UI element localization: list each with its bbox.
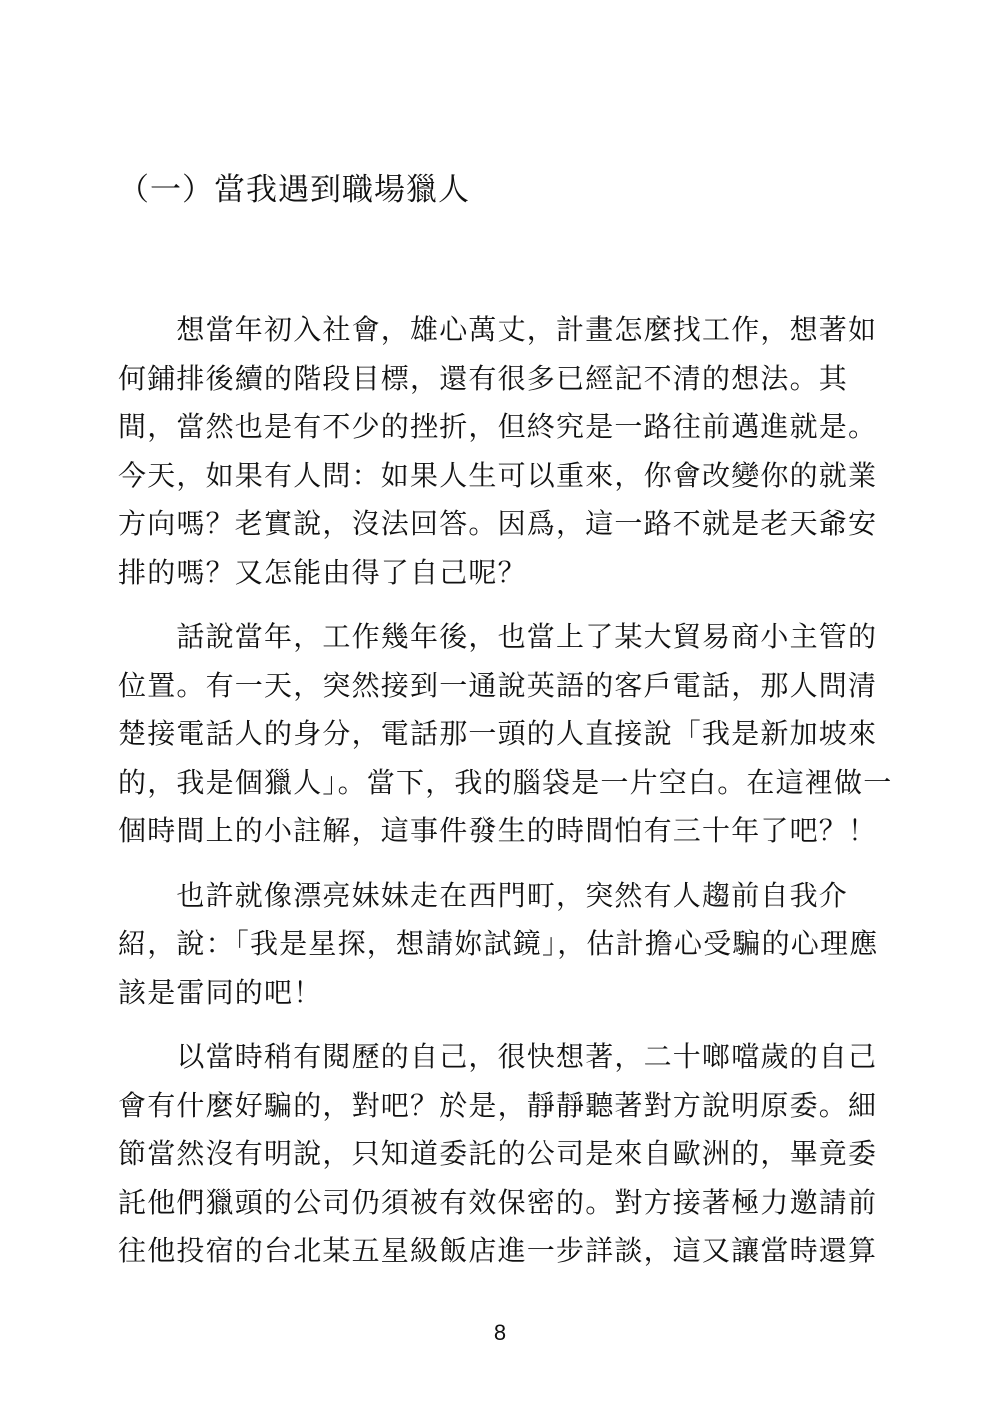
- text-line: 該是雷同的吧！: [118, 975, 323, 1009]
- paragraph: [118, 613, 893, 856]
- text-line: 楚接電話人的身分，電話那一頭的人直接說「我是新加坡來: [118, 717, 878, 750]
- text-line: 會有什麼好騙的，對吧？於是，靜靜聽著對方說明原委。細: [118, 1088, 878, 1122]
- text-line: 位置。有一天，突然接到一通說英語的客戶電話，那人問清: [118, 668, 878, 702]
- paragraph: [118, 1033, 888, 1276]
- page-number: 8: [493, 1320, 507, 1345]
- text-line: 紹，說：「我是星探，想請妳試鏡」，估計擔心受騙的心理應: [118, 927, 879, 960]
- text-line: 個時間上的小註解，這事件發生的時間怕有三十年了吧？！: [118, 814, 878, 847]
- text-line: 間，當然也是有不少的挫折，但終究是一路往前邁進就是。: [118, 410, 878, 443]
- text-line: 以當時稍有閱歷的自己，很快想著，二十啷噹歲的自己: [118, 1040, 878, 1073]
- paragraph: [118, 872, 888, 1018]
- text-line: 想當年初入社會，雄心萬丈，計畫怎麼找工作，想著如: [118, 313, 878, 346]
- text-line: 的，我是個獵人」。當下，我的腦袋是一片空白。在這裡做一: [118, 765, 893, 799]
- section-heading: （一）當我遇到職場獵人: [118, 172, 470, 208]
- body-text: [118, 306, 893, 1276]
- paragraph: [118, 306, 888, 597]
- text-line: 也許就像漂亮妹妹走在西門町，突然有人趨前自我介: [118, 878, 849, 912]
- text-line: 方向嗎？老實說，沒法回答。因爲，這一路不就是老天爺安: [118, 507, 878, 540]
- text-line: 排的嗎？又怎能由得了自己呢？: [118, 555, 527, 589]
- text-line: 今天，如果有人問：如果人生可以重來，你會改變你的就業: [118, 458, 878, 492]
- text-line: 託他們獵頭的公司仍須被有效保密的。對方接著極力邀請前: [118, 1185, 878, 1219]
- text-line: 節當然沒有明說，只知道委託的公司是來自歐洲的，畢竟委: [118, 1137, 878, 1170]
- text-line: 話說當年，工作幾年後，也當上了某大貿易商小主管的: [118, 620, 878, 653]
- text-line: 往他投宿的台北某五星級飯店進一步詳談，這又讓當時還算: [118, 1234, 878, 1267]
- text-line: 何鋪排後續的階段目標，還有很多已經記不清的想法。其: [118, 361, 849, 395]
